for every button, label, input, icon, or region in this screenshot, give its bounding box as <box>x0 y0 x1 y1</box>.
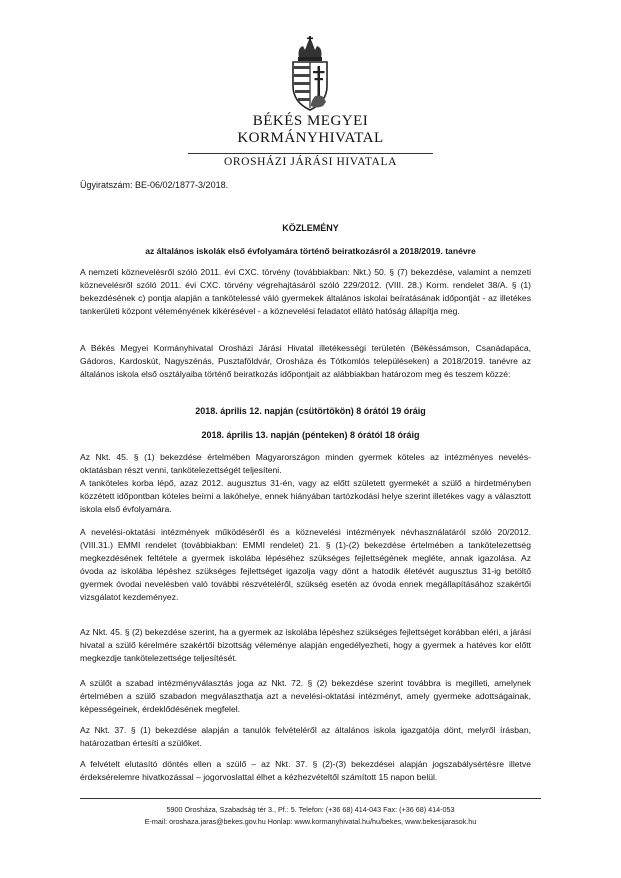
footer-address: 5900 Orosháza, Szabadság tér 3., Pf.: 5. Telefon: (+36 68) 414-043 Fax: (+36 68) 414-053 <box>166 805 455 814</box>
paragraph-legal-basis: A nemzeti köznevelésről szóló 2011. évi CXC. törvény (továbbiakban: Nkt.) 50. § (7) bekezdése, valamint a nemzeti köznevelésről szóló 2011. évi CXC. törvény végrehajtásáról szóló 229/2012. (VIII. 28.) Korm. rendelet 38/A. § (1) bekezdésének c) pontja alapján a tankötelessé váló gyermekek általános iskolai beíratásának időpontját - az illetékes tankerületi központ véleményének kikérésével - a köznevelési feladatot ellátó hatóság állapítja meg. <box>80 267 531 316</box>
issuer-name-line2: KORMÁNYHIVATAL <box>237 130 384 146</box>
paragraph-admission-decision: Az Nkt. 37. § (1) bekezdése alapján a tanulók felvételéről az általános iskola igazgatója dönt, melyről írásban, határozatban értesíti a szülőket. <box>80 725 531 748</box>
paragraph-school-choice: A szülőt a szabad intézményválasztás joga az Nkt. 72. § (2) bekezdése szerint továbbra is megilleti, amelynek értelmében a szülő szabadon megválaszthatja azt a nevelési-oktatási intézményt, amely gyermeke adottságainak, képességeinek, érdeklődésének megfelel. <box>80 678 531 714</box>
enrollment-date-2: 2018. április 13. napján (pénteken) 8 órától 18 óráig <box>201 430 420 440</box>
document-title: KÖZLEMÉNY <box>282 223 339 233</box>
footer-contact: E-mail: oroshaza.jaras@bekes.gov.hu Honlap: www.kormanyhivatal.hu/hu/bekes, www.bekesijarasok.hu <box>144 817 477 826</box>
hungarian-coat-of-arms-icon <box>287 36 333 112</box>
paragraph-jurisdiction: A Békés Megyei Kormányhivatal Orosházi Járási Hivatal illetékességi területén (Békéssámson, Csanádapáca, Gádoros, Kardoskút, Nagyszénás, Pusztaföldvár, Orosháza és Tótkomlós településeken) a 2018/2019. tanévre az általános iskola első osztályaiba történő beiratkozás időpontjait az alábbiakban határozom meg és teszem közzé: <box>80 343 531 379</box>
paragraph-compulsory-education: Az Nkt. 45. § (1) bekezdése értelmében Magyarországon minden gyermek köteles az intézményes nevelés-oktatásban részt venni, tankötelezettségét teljesíteni. <box>80 452 531 475</box>
header-divider <box>188 153 433 154</box>
document-subtitle: az általános iskolák első évfolyamára történő beiratkozásról a 2018/2019. tanévre <box>145 246 476 256</box>
paragraph-appeal: A felvételt elutasító döntés ellen a szülő – az Nkt. 37. § (2)-(3) bekezdései alapján jogszabálysértésre illetve érdeksérelemre hivatkozással – jogorvoslattal élhet a kézhezvételtől számított 15 napon belül. <box>80 759 531 782</box>
issuer-office-name: OROSHÁZI JÁRÁSI HIVATALA <box>224 156 397 168</box>
paragraph-school-readiness: A nevelési-oktatási intézmények működéséről és a köznevelési intézmények névhasználatáról szóló 20/2012. (VIII.31.) EMMI rendelet (továbbiakban: EMMI rendelet) 21. § (1)-(2) bekezdése értelmében a tankötelezettség megkezdésének feltétele a gyermek iskolába lépéséhez szükséges fejlettségének megléte, annak igazolása. Az óvoda az iskolába lépéshez szükséges fejlettséget igazolja vagy dönt a hatodik életévét augusztus 31-ig betöltő gyermek óvodai nevelésben való további részvételéről, szükség esetén az óvoda ennek megállapításához szakértői vizsgálatot kezdeményez. <box>80 527 531 602</box>
issuer-name-line1: BÉKÉS MEGYEI <box>252 113 369 129</box>
paragraph-school-age: A tanköteles korba lépő, azaz 2012. augusztus 31-én, vagy az előtt született gyermekét a szülő a hirdetményben közzétett időpontban köteles beírni a lakóhelye, ennek hiányában tartózkodási helye szerint illetékes vagy a választott iskola első évfolyamára. <box>80 478 531 514</box>
enrollment-date-1: 2018. április 12. napján (csütörtökön) 8 órától 19 óráig <box>195 406 426 416</box>
footer-divider <box>80 798 541 799</box>
paragraph-early-start: Az Nkt. 45. § (2) bekezdése szerint, ha a gyermek az iskolába lépéshez szükséges fejlettséget korábban eléri, a járási hivatal a szülő kérelmére szakértői bizottság véleménye alapján engedélyezheti, hogy a gyermek a hatéves kor előtt megkezdje tankötelezettsége teljesítését. <box>80 627 531 663</box>
reference-number: Ügyiratszám: BE-06/02/1877-3/2018. <box>80 180 229 190</box>
